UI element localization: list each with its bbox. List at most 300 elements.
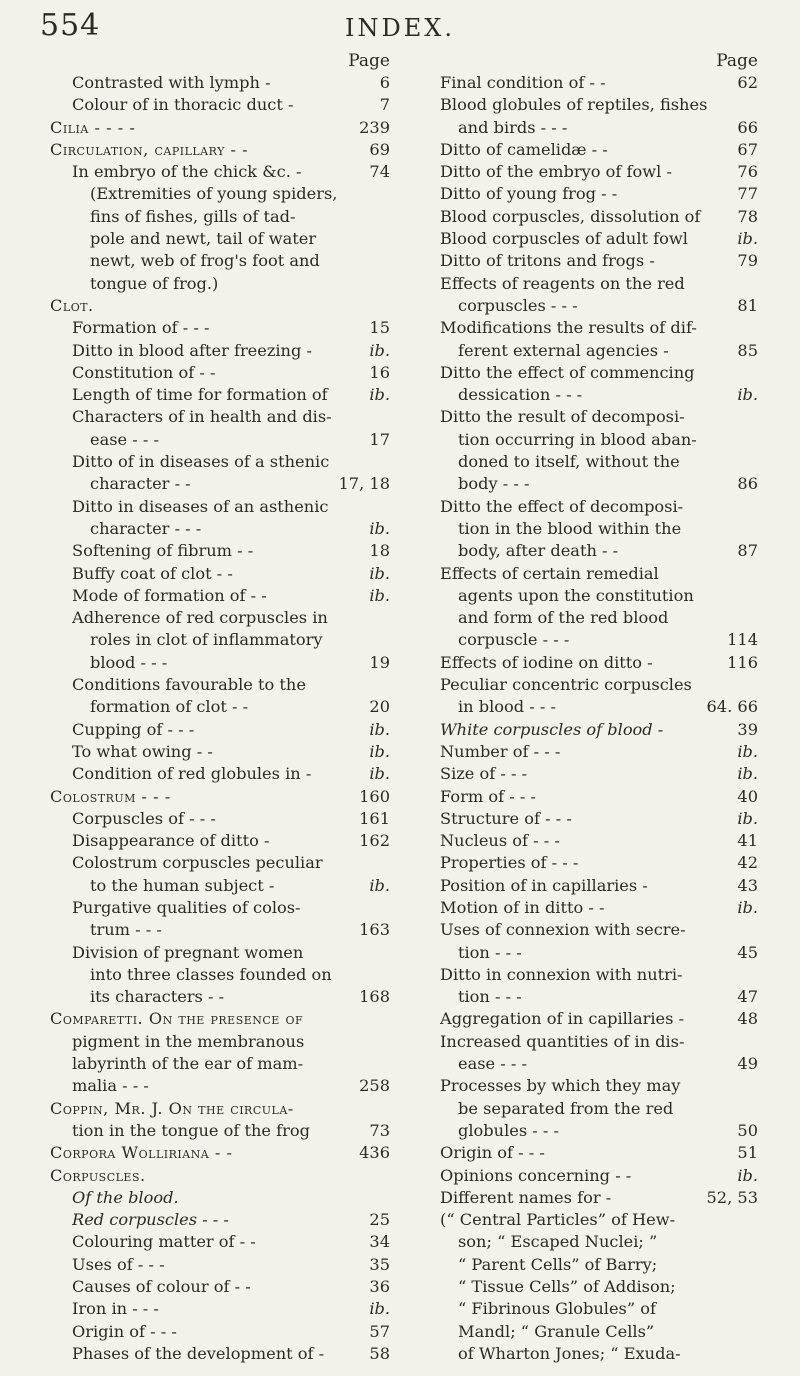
- entry-page-ref: 17, 18: [338, 474, 390, 494]
- entry-text: fins of fishes, gills of tad-: [90, 206, 296, 226]
- entry-page-ref: 18: [369, 541, 390, 561]
- index-entry-line: [418, 295, 758, 317]
- entry-page-ref: 74: [369, 162, 390, 182]
- index-entry-line: [418, 250, 758, 272]
- index-entry-line: [50, 161, 390, 183]
- entry-text: ferent external agencies -: [458, 340, 669, 360]
- entry-text: Softening of fibrum - -: [72, 541, 254, 561]
- index-entry-line: [50, 384, 390, 406]
- index-entry-line: [418, 362, 758, 384]
- entry-text: son; “ Escaped Nuclei; ”: [458, 1232, 658, 1252]
- index-entry-line: [418, 719, 758, 741]
- entry-page-ref: 48: [737, 1009, 758, 1029]
- index-entry-line: [50, 1231, 390, 1253]
- entry-page-ref: 161: [359, 808, 390, 828]
- index-entry-line: [418, 696, 758, 718]
- entry-text: Corpuscles.: [50, 1165, 146, 1185]
- page-number: 554: [40, 8, 101, 43]
- index-entry-line: [418, 1298, 758, 1320]
- index-entry-line: [418, 183, 758, 205]
- entry-text: Different names for -: [440, 1187, 612, 1207]
- entry-text: Ditto of young frog - -: [440, 184, 618, 204]
- entry-page-ref: 47: [737, 987, 758, 1007]
- entry-text: Final condition of - -: [440, 73, 606, 92]
- index-entry-line: [50, 719, 390, 741]
- index-entry-line: [418, 942, 758, 964]
- entry-page-ref: 85: [737, 340, 758, 360]
- index-entry-line: [50, 496, 390, 518]
- entry-text: In embryo of the chick &c. -: [72, 162, 302, 182]
- entry-text: tongue of frog.): [90, 273, 219, 293]
- entry-page-ref: ib.: [369, 385, 390, 405]
- entry-text: pole and newt, tail of water: [90, 229, 317, 249]
- entry-text: Purgative qualities of colos-: [72, 897, 301, 917]
- entry-page-ref: 76: [737, 162, 758, 182]
- entry-page-ref: 6: [379, 73, 390, 92]
- entry-page-ref: 62: [737, 73, 758, 92]
- entry-text: doned to itself, without the: [458, 452, 680, 472]
- entry-text: Characters of in health and dis-: [72, 407, 332, 427]
- entry-page-ref: 73: [369, 1120, 390, 1140]
- entry-page-ref: 168: [359, 987, 390, 1007]
- index-entry-line: [50, 1098, 390, 1120]
- index-entry-line: [50, 1321, 390, 1343]
- entry-text: Ditto the effect of decomposi-: [440, 496, 684, 516]
- entry-page-ref: ib.: [737, 1165, 758, 1185]
- entry-text: (“ Central Particles” of Hew-: [440, 1210, 676, 1230]
- entry-page-ref: 19: [369, 652, 390, 672]
- entry-text: tion in the tongue of the frog: [72, 1120, 310, 1140]
- entry-text: Motion of in ditto - -: [440, 897, 605, 917]
- entry-page-ref: 116: [727, 652, 758, 672]
- index-entry-line: [50, 1276, 390, 1298]
- index-entry-line: [418, 1008, 758, 1030]
- entry-text: Opinions concerning - -: [440, 1165, 632, 1185]
- entry-list: [50, 72, 390, 1365]
- entry-text: Condition of red globules in -: [72, 764, 312, 784]
- index-entry-line: [418, 1098, 758, 1120]
- index-entry-line: [50, 652, 390, 674]
- index-entry-line: [418, 451, 758, 473]
- entry-text: Uses of - - -: [72, 1254, 165, 1274]
- entry-page-ref: 39: [737, 719, 758, 739]
- entry-page-ref: ib.: [737, 385, 758, 405]
- index-entry-line: [50, 295, 390, 317]
- entry-text: corpuscle - - -: [458, 630, 570, 650]
- entry-text: labyrinth of the ear of mam-: [72, 1054, 304, 1074]
- index-entry-line: [418, 1231, 758, 1253]
- entry-text: be separated from the red: [458, 1098, 674, 1118]
- entry-text: character - -: [90, 474, 191, 494]
- index-entry-line: [418, 986, 758, 1008]
- index-entry-line: [418, 1187, 758, 1209]
- entry-page-ref: 114: [727, 630, 758, 650]
- entry-text: tion occurring in blood aban-: [458, 429, 697, 449]
- entry-text: Processes by which they may: [440, 1076, 681, 1096]
- entry-text: of Wharton Jones; “ Exuda-: [458, 1343, 681, 1363]
- entry-page-ref: 87: [737, 541, 758, 561]
- entry-text: tion in the blood within the: [458, 518, 682, 538]
- entry-text: Ditto the result of decomposi-: [440, 407, 685, 427]
- entry-page-ref: 17: [369, 429, 390, 449]
- entry-page-ref: ib.: [369, 340, 390, 360]
- index-entry-line: [50, 117, 390, 139]
- entry-text: Conditions favourable to the: [72, 675, 306, 695]
- index-column-left: [50, 50, 390, 1365]
- index-entry-line: [418, 72, 758, 94]
- index-entry-line: [50, 451, 390, 473]
- index-entry-line: [50, 763, 390, 785]
- entry-page-ref: 43: [737, 875, 758, 895]
- entry-text: White corpuscles of blood -: [440, 719, 664, 739]
- entry-page-ref: ib.: [369, 719, 390, 739]
- index-entry-line: [50, 340, 390, 362]
- entry-text: Aggregation of in capillaries -: [440, 1009, 685, 1029]
- index-entry-line: [418, 808, 758, 830]
- entry-text: malia - - -: [72, 1076, 149, 1096]
- index-entry-line: [418, 674, 758, 696]
- index-entry-line: [418, 1343, 758, 1365]
- entry-text: Buffy coat of clot - -: [72, 563, 233, 583]
- page-column-label: Page: [348, 51, 390, 71]
- entry-text: corpuscles - - -: [458, 295, 578, 315]
- entry-text: Peculiar concentric corpuscles: [440, 675, 692, 695]
- entry-text: Structure of - - -: [440, 808, 572, 828]
- index-entry-line: [50, 1187, 390, 1209]
- index-entry-line: [418, 1321, 758, 1343]
- entry-page-ref: 16: [369, 362, 390, 382]
- index-entry-line: [418, 1120, 758, 1142]
- entry-text: Cupping of - - -: [72, 719, 195, 739]
- entry-text: ease - - -: [90, 429, 159, 449]
- entry-text: Causes of colour of - -: [72, 1277, 251, 1297]
- index-entry-line: [418, 629, 758, 651]
- index-entry-line: [50, 139, 390, 161]
- entry-page-ref: 36: [369, 1277, 390, 1297]
- index-entry-line: [418, 763, 758, 785]
- index-entry-line: [50, 1053, 390, 1075]
- entry-page-ref: 160: [359, 786, 390, 806]
- entry-text: “ Parent Cells” of Barry;: [458, 1254, 658, 1274]
- entry-page-ref: 436: [359, 1143, 390, 1163]
- entry-text: “ Fibrinous Globules” of: [458, 1299, 657, 1319]
- entry-text: Corpora Wolliriana - -: [50, 1143, 233, 1163]
- entry-text: Effects of certain remedial: [440, 563, 659, 583]
- entry-text: “ Tissue Cells” of Addison;: [458, 1277, 676, 1297]
- index-entry-line: [418, 786, 758, 808]
- index-entry-line: [418, 1075, 758, 1097]
- entry-page-ref: 41: [737, 831, 758, 851]
- entry-page-ref: 163: [359, 920, 390, 940]
- index-entry-line: [418, 741, 758, 763]
- entry-text: pigment in the membranous: [72, 1031, 305, 1051]
- index-entry-line: [50, 629, 390, 651]
- entry-text: agents upon the constitution: [458, 585, 694, 605]
- index-entry-line: [50, 473, 390, 495]
- entry-text: Ditto in diseases of an asthenic: [72, 496, 329, 516]
- entry-page-ref: ib.: [369, 563, 390, 583]
- index-entry-line: [50, 429, 390, 451]
- index-entry-line: [418, 317, 758, 339]
- entry-text: Ditto in connexion with nutri-: [440, 964, 683, 984]
- entry-page-ref: ib.: [369, 741, 390, 761]
- entry-text: Origin of - - -: [72, 1321, 177, 1341]
- entry-page-ref: 81: [737, 295, 758, 315]
- index-entry-line: [50, 183, 390, 205]
- entry-text: Contrasted with lymph -: [72, 73, 271, 92]
- entry-text: trum - - -: [90, 920, 162, 940]
- entry-text: Nucleus of - - -: [440, 831, 560, 851]
- index-entry-line: [50, 674, 390, 696]
- index-entry-line: [50, 518, 390, 540]
- index-entry-line: [50, 919, 390, 941]
- index-entry-line: [418, 473, 758, 495]
- entry-text: Cilia - - - -: [50, 117, 136, 137]
- entry-text: Disappearance of ditto -: [72, 831, 270, 851]
- index-entry-line: [418, 518, 758, 540]
- entry-text: Colostrum - - -: [50, 786, 171, 806]
- index-entry-line: [418, 94, 758, 116]
- entry-text: its characters - -: [90, 987, 225, 1007]
- entry-text: Ditto in blood after freezing -: [72, 340, 312, 360]
- index-entry-line: [50, 1298, 390, 1320]
- page-title: INDEX.: [345, 14, 455, 42]
- entry-page-ref: 67: [737, 139, 758, 159]
- entry-text: Comparetti. On the presence of: [50, 1009, 304, 1029]
- entry-text: tion - - -: [458, 942, 522, 962]
- entry-text: Colostrum corpuscles peculiar: [72, 853, 323, 873]
- entry-page-ref: ib.: [737, 897, 758, 917]
- entry-text: Coppin, Mr. J. On the circula-: [50, 1098, 294, 1118]
- entry-page-ref: 64. 66: [706, 697, 758, 717]
- index-entry-line: [50, 607, 390, 629]
- index-entry-line: [418, 830, 758, 852]
- index-entry-line: [418, 585, 758, 607]
- entry-text: Increased quantities of in dis-: [440, 1031, 685, 1051]
- entry-page-ref: ib.: [737, 741, 758, 761]
- entry-page-ref: 57: [369, 1321, 390, 1341]
- entry-text: Modifications the results of dif-: [440, 318, 697, 338]
- index-entry-line: [50, 852, 390, 874]
- entry-list: [418, 72, 758, 1365]
- entry-text: in blood - - -: [458, 697, 556, 717]
- entry-text: Mode of formation of - -: [72, 585, 267, 605]
- index-entry-line: [418, 228, 758, 250]
- entry-page-ref: 42: [737, 853, 758, 873]
- entry-text: dessication - - -: [458, 385, 583, 405]
- entry-text: Ditto of tritons and frogs -: [440, 251, 655, 271]
- entry-text: globules - - -: [458, 1120, 559, 1140]
- index-entry-line: [50, 696, 390, 718]
- entry-text: Adherence of red corpuscles in: [72, 608, 328, 628]
- entry-page-ref: ib.: [369, 585, 390, 605]
- entry-page-ref: 50: [737, 1120, 758, 1140]
- entry-text: Colouring matter of - -: [72, 1232, 256, 1252]
- entry-text: Corpuscles of - - -: [72, 808, 216, 828]
- entry-page-ref: 162: [359, 831, 390, 851]
- entry-text: body - - -: [458, 474, 530, 494]
- entry-page-ref: 35: [369, 1254, 390, 1274]
- entry-text: Constitution of - -: [72, 362, 216, 382]
- entry-page-ref: 15: [369, 318, 390, 338]
- page-column-label: Page: [716, 51, 758, 71]
- index-entry-line: [50, 317, 390, 339]
- entry-page-ref: ib.: [369, 518, 390, 538]
- index-entry-line: [50, 94, 390, 116]
- entry-page-ref: 77: [737, 184, 758, 204]
- entry-text: Division of pregnant women: [72, 942, 304, 962]
- entry-text: tion - - -: [458, 987, 522, 1007]
- entry-text: character - - -: [90, 518, 202, 538]
- index-entry-line: [418, 139, 758, 161]
- entry-text: Of the blood.: [72, 1187, 179, 1207]
- index-entry-line: [418, 1142, 758, 1164]
- index-entry-line: [418, 919, 758, 941]
- entry-text: Blood corpuscles of adult fowl: [440, 229, 688, 249]
- entry-text: Blood globules of reptiles, fishes: [440, 95, 708, 115]
- index-entry-line: [50, 964, 390, 986]
- index-entry-line: [50, 808, 390, 830]
- index-entry-line: [418, 875, 758, 897]
- index-entry-line: [418, 852, 758, 874]
- index-entry-line: [50, 362, 390, 384]
- entry-page-ref: 258: [359, 1076, 390, 1096]
- entry-text: Red corpuscles - - -: [72, 1210, 229, 1230]
- index-entry-line: [418, 429, 758, 451]
- index-entry-line: [50, 273, 390, 295]
- entry-page-ref: 86: [737, 474, 758, 494]
- index-entry-line: [50, 1343, 390, 1365]
- entry-text: ease - - -: [458, 1054, 527, 1074]
- entry-text: Position of in capillaries -: [440, 875, 648, 895]
- index-entry-line: [418, 340, 758, 362]
- entry-text: formation of clot - -: [90, 697, 249, 717]
- entry-page-ref: 66: [737, 117, 758, 137]
- entry-page-ref: 34: [369, 1232, 390, 1252]
- entry-page-ref: 49: [737, 1054, 758, 1074]
- entry-text: Formation of - - -: [72, 318, 210, 338]
- entry-page-ref: ib.: [369, 875, 390, 895]
- index-entry-line: [418, 964, 758, 986]
- index-entry-line: [50, 830, 390, 852]
- entry-text: and birds - - -: [458, 117, 568, 137]
- index-entry-line: [50, 228, 390, 250]
- index-entry-line: [50, 741, 390, 763]
- entry-text: Origin of - - -: [440, 1143, 545, 1163]
- index-entry-line: [418, 652, 758, 674]
- index-entry-line: [50, 875, 390, 897]
- entry-text: Phases of the development of -: [72, 1343, 325, 1363]
- entry-page-ref: 79: [737, 251, 758, 271]
- index-entry-line: [50, 206, 390, 228]
- entry-text: Clot.: [50, 295, 94, 315]
- index-entry-line: [50, 250, 390, 272]
- entry-page-ref: ib.: [369, 764, 390, 784]
- index-entry-line: [418, 273, 758, 295]
- index-entry-line: [50, 563, 390, 585]
- index-entry-line: [50, 1209, 390, 1231]
- entry-text: and form of the red blood: [458, 608, 669, 628]
- entry-text: Length of time for formation of: [72, 385, 328, 405]
- entry-text: Ditto of the embryo of fowl -: [440, 162, 672, 182]
- entry-text: Uses of connexion with secre-: [440, 920, 686, 940]
- index-entry-line: [50, 1031, 390, 1053]
- index-entry-line: [418, 1276, 758, 1298]
- entry-page-ref: ib.: [369, 1299, 390, 1319]
- index-entry-line: [50, 1075, 390, 1097]
- index-entry-line: [418, 1209, 758, 1231]
- index-entry-line: [50, 1142, 390, 1164]
- index-entry-line: [418, 384, 758, 406]
- index-entry-line: [418, 496, 758, 518]
- index-entry-line: [418, 607, 758, 629]
- entry-text: to the human subject -: [90, 875, 275, 895]
- entry-page-ref: 239: [359, 117, 390, 137]
- index-entry-line: [50, 1254, 390, 1276]
- entry-text: Size of - - -: [440, 764, 528, 784]
- index-entry-line: [50, 585, 390, 607]
- entry-page-ref: 52, 53: [706, 1187, 758, 1207]
- entry-text: Ditto of in diseases of a sthenic: [72, 452, 330, 472]
- index-entry-line: [50, 72, 390, 94]
- entry-text: Form of - - -: [440, 786, 536, 806]
- entry-page-ref: 25: [369, 1210, 390, 1230]
- entry-page-ref: 7: [379, 95, 390, 115]
- entry-text: into three classes founded on: [90, 964, 332, 984]
- index-entry-line: [50, 942, 390, 964]
- index-entry-line: [418, 563, 758, 585]
- entry-text: To what owing - -: [72, 741, 213, 761]
- index-entry-line: [418, 1053, 758, 1075]
- index-entry-line: [50, 986, 390, 1008]
- entry-page-ref: ib.: [737, 229, 758, 249]
- entry-text: Colour of in thoracic duct -: [72, 95, 294, 115]
- entry-page-ref: 40: [737, 786, 758, 806]
- entry-text: Effects of iodine on ditto -: [440, 652, 653, 672]
- entry-text: Number of - - -: [440, 741, 561, 761]
- entry-text: Circulation, capillary - -: [50, 139, 249, 159]
- index-entry-line: [50, 1120, 390, 1142]
- index-entry-line: [50, 1165, 390, 1187]
- index-entry-line: [418, 1254, 758, 1276]
- entry-text: (Extremities of young spiders,: [90, 184, 338, 204]
- entry-text: blood - - -: [90, 652, 168, 672]
- entry-text: roles in clot of inflammatory: [90, 630, 323, 650]
- entry-page-ref: 45: [737, 942, 758, 962]
- index-entry-line: [418, 161, 758, 183]
- entry-text: Effects of reagents on the red: [440, 273, 685, 293]
- entry-text: newt, web of frog's foot and: [90, 251, 320, 271]
- entry-text: Ditto the effect of commencing: [440, 362, 695, 382]
- index-entry-line: [418, 117, 758, 139]
- entry-page-ref: 20: [369, 697, 390, 717]
- entry-text: Blood corpuscles, dissolution of: [440, 206, 701, 226]
- index-entry-line: [50, 540, 390, 562]
- entry-text: Iron in - - -: [72, 1299, 159, 1319]
- entry-page-ref: 51: [737, 1143, 758, 1163]
- entry-page-ref: ib.: [737, 764, 758, 784]
- entry-text: body, after death - -: [458, 541, 619, 561]
- index-entry-line: [50, 897, 390, 919]
- entry-text: Mandl; “ Granule Cells”: [458, 1321, 655, 1341]
- index-entry-line: [50, 1008, 390, 1030]
- index-entry-line: [418, 1165, 758, 1187]
- entry-page-ref: 58: [369, 1343, 390, 1363]
- index-entry-line: [418, 206, 758, 228]
- entry-page-ref: 69: [369, 139, 390, 159]
- index-entry-line: [50, 786, 390, 808]
- entry-text: Ditto of camelidæ - -: [440, 139, 608, 159]
